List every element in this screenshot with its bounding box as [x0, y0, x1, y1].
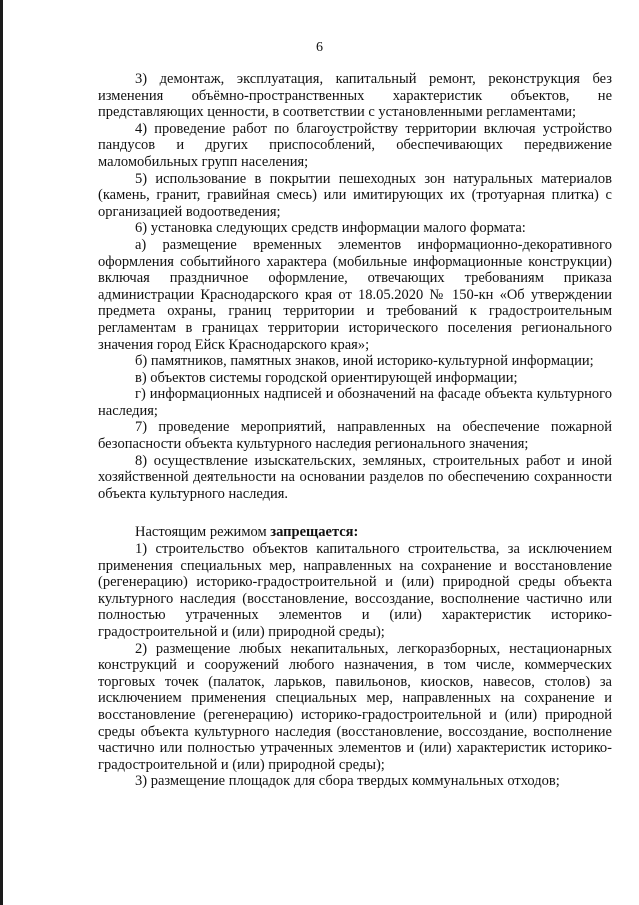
paragraph-permitted-6v: в) объектов системы городской ориентирующей информации;: [135, 369, 518, 386]
paragraph-permitted-5: 5) использование в покрытии пешеходных зон натуральных материалов (камень, гранит, гравийная смесь) или имитирующих их (тротуарная плитка) с организацией водоотведения;: [98, 170, 612, 220]
paragraph-permitted-4: 4) проведение работ по благоустройству территории включая устройство пандусов и других приспособлений, обеспечивающих передвижение маломобильных групп населения;: [98, 120, 612, 170]
prohibited-intro-text: Настоящим режимом: [135, 524, 271, 541]
paragraph-permitted-6: 6) установка следующих средств информации малого формата:: [135, 220, 526, 237]
paragraph-prohibited-3: 3) размещение площадок для сбора твердых коммунальных отходов;: [135, 773, 560, 790]
page-number: 6: [316, 40, 323, 55]
section-gap: [98, 502, 612, 524]
paragraph-permitted-8: 8) осуществление изыскательских, земляных, строительных работ и иной хозяйственной деятельности на основании разделов по обеспечению сохранности объекта культурного наследия.: [98, 452, 612, 502]
paragraph-permitted-6b: б) памятников, памятных знаков, иной историко-культурной информации;: [135, 353, 594, 370]
document-body: [98, 71, 612, 790]
paragraph-permitted-7: 7) проведение мероприятий, направленных на обеспечение пожарной безопасности объекта культурного наследия регионального значения;: [98, 419, 612, 453]
paragraph-prohibited-2: 2) размещение любых некапитальных, легкоразборных, нестационарных конструкций и сооружений любого назначения, в том числе, коммерческих торговых точек (палаток, ларьков, павильонов, киосков, навесов, столов) за исключением применения специальных мер, направленных на сохранение и восстановление (регенерацию) историко-градостроительной и (или) природной среды объекта культурного наследия (восстановление, воссоздание, восполнение частично или полностью утраченных элементов и (или) характеристик историко-градостроительной и (или) природной среды);: [98, 640, 612, 773]
paragraph-prohibited-1: 1) строительство объектов капитального строительства, за исключением применения специальных мер, направленных на сохранение и восстановление (регенерацию) историко-градостроительной и (или) природной среды объекта культурного наследия (восстановление, воссоздание, восполнение частично или полностью утраченных элементов и (или) характеристик историко-градостроительной и (или) природной среды);: [98, 541, 612, 640]
prohibited-intro: [98, 524, 612, 541]
prohibited-intro-bold: запрещается:: [270, 524, 359, 541]
paragraph-permitted-6g: г) информационных надписей и обозначений на фасаде объекта культурного наследия;: [98, 386, 612, 419]
page-left-edge: [0, 0, 3, 905]
paragraph-permitted-3: 3) демонтаж, эксплуатация, капитальный ремонт, реконструкция без изменения объёмно-пространственных характеристик объектов, не представляющих ценности, в соответствии с установленными регламентами;: [98, 71, 612, 121]
paragraph-permitted-6a: а) размещение временных элементов информационно-декоративного оформления событийного характера (мобильные информационные конструкции) включая праздничное оформление, отвечающих требованиям приказа администрации Краснодарского края от 18.05.2020 № 150-кн «Об утверждении предмета охраны, границ территории и требований к градостроительным регламентам в границах территории исторического поселения регионального значения город Ейск Краснодарского края»;: [98, 236, 612, 353]
